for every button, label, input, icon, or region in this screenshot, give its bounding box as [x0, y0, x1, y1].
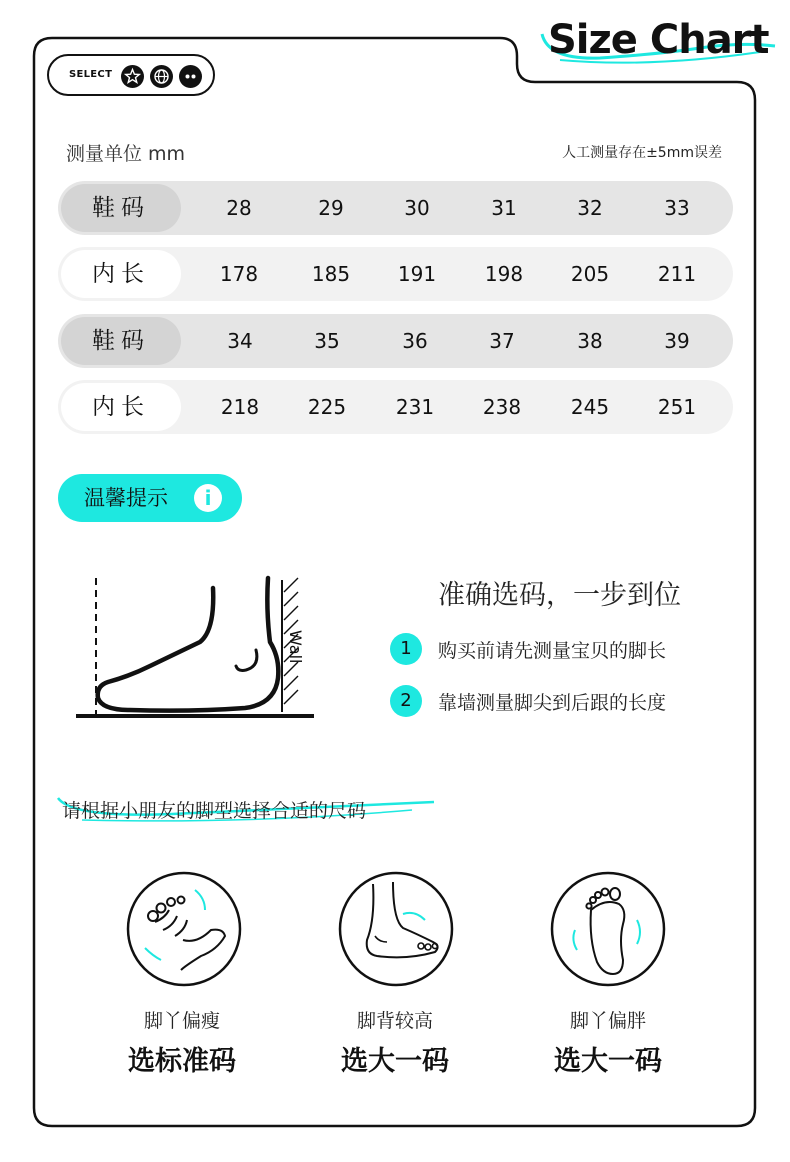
tolerance-note: 人工测量存在±5mm误差 — [562, 145, 722, 161]
table-cell: 231 — [395, 395, 435, 419]
table-cell: 36 — [402, 329, 428, 353]
table-cell: 37 — [489, 329, 515, 353]
table-cell: 198 — [484, 262, 524, 286]
page-title: Size Chart — [548, 17, 769, 63]
step-number: 2 — [390, 685, 422, 717]
table-cell: 29 — [318, 196, 344, 220]
row-header: 内长 — [61, 383, 181, 431]
row-header: 内长 — [61, 250, 181, 298]
table-cell: 34 — [227, 329, 253, 353]
tip-badge — [58, 474, 242, 522]
foot-type-rec: 选标准码 — [128, 1046, 236, 1077]
tip-label: 温馨提示 — [84, 486, 168, 510]
info-icon: i — [194, 484, 222, 512]
table-cell: 33 — [664, 196, 690, 220]
step-number: 1 — [390, 633, 422, 665]
table-cell: 205 — [570, 262, 610, 286]
foot-type-rec: 选大一码 — [341, 1046, 449, 1077]
row-header: 鞋码 — [61, 184, 181, 232]
foot-type-rec: 选大一码 — [554, 1046, 662, 1077]
table-row — [58, 380, 733, 434]
table-cell: 245 — [570, 395, 610, 419]
table-cell: 30 — [404, 196, 430, 220]
table-cell: 238 — [482, 395, 522, 419]
table-cell: 28 — [226, 196, 252, 220]
table-cell: 178 — [219, 262, 259, 286]
table-cell: 35 — [314, 329, 340, 353]
foot-type-desc: 脚丫偏胖 — [569, 1010, 646, 1032]
unit-label: 测量单位 mm — [66, 143, 186, 165]
foot-type-caption — [518, 1006, 698, 1078]
table-cell: 185 — [311, 262, 351, 286]
high-instep-icon — [337, 870, 455, 988]
table-cell: 31 — [491, 196, 517, 220]
wide-foot-icon — [549, 870, 667, 988]
step-text: 购买前请先测量宝贝的脚长 — [438, 640, 667, 662]
foot-type-caption — [92, 1006, 272, 1078]
foot-type-caption — [305, 1006, 485, 1078]
star-icon[interactable] — [121, 65, 144, 88]
globe-icon[interactable] — [150, 65, 173, 88]
wall-label: Wall — [286, 630, 305, 664]
table-cell: 38 — [577, 329, 603, 353]
table-row — [58, 181, 733, 235]
table-cell: 191 — [397, 262, 437, 286]
table-cell: 32 — [577, 196, 603, 220]
foot-type-desc: 脚背较高 — [356, 1010, 433, 1032]
foot-type-desc: 脚丫偏瘦 — [143, 1010, 220, 1032]
select-label: SELECT — [69, 69, 113, 80]
step-text: 靠墙测量脚尖到后跟的长度 — [438, 692, 667, 714]
select-pill[interactable] — [47, 54, 215, 96]
row-header: 鞋码 — [61, 317, 181, 365]
table-row — [58, 247, 733, 301]
measure-heading: 准确选码，一步到位 — [438, 580, 681, 611]
table-cell: 218 — [220, 395, 260, 419]
table-row — [58, 314, 733, 368]
face-icon[interactable] — [179, 65, 202, 88]
table-cell: 225 — [307, 395, 347, 419]
thin-foot-icon — [125, 870, 243, 988]
advice-heading: 请根据小朋友的脚型选择合适的尺码 — [62, 800, 367, 822]
table-cell: 251 — [657, 395, 697, 419]
table-cell: 211 — [657, 262, 697, 286]
table-cell: 39 — [664, 329, 690, 353]
